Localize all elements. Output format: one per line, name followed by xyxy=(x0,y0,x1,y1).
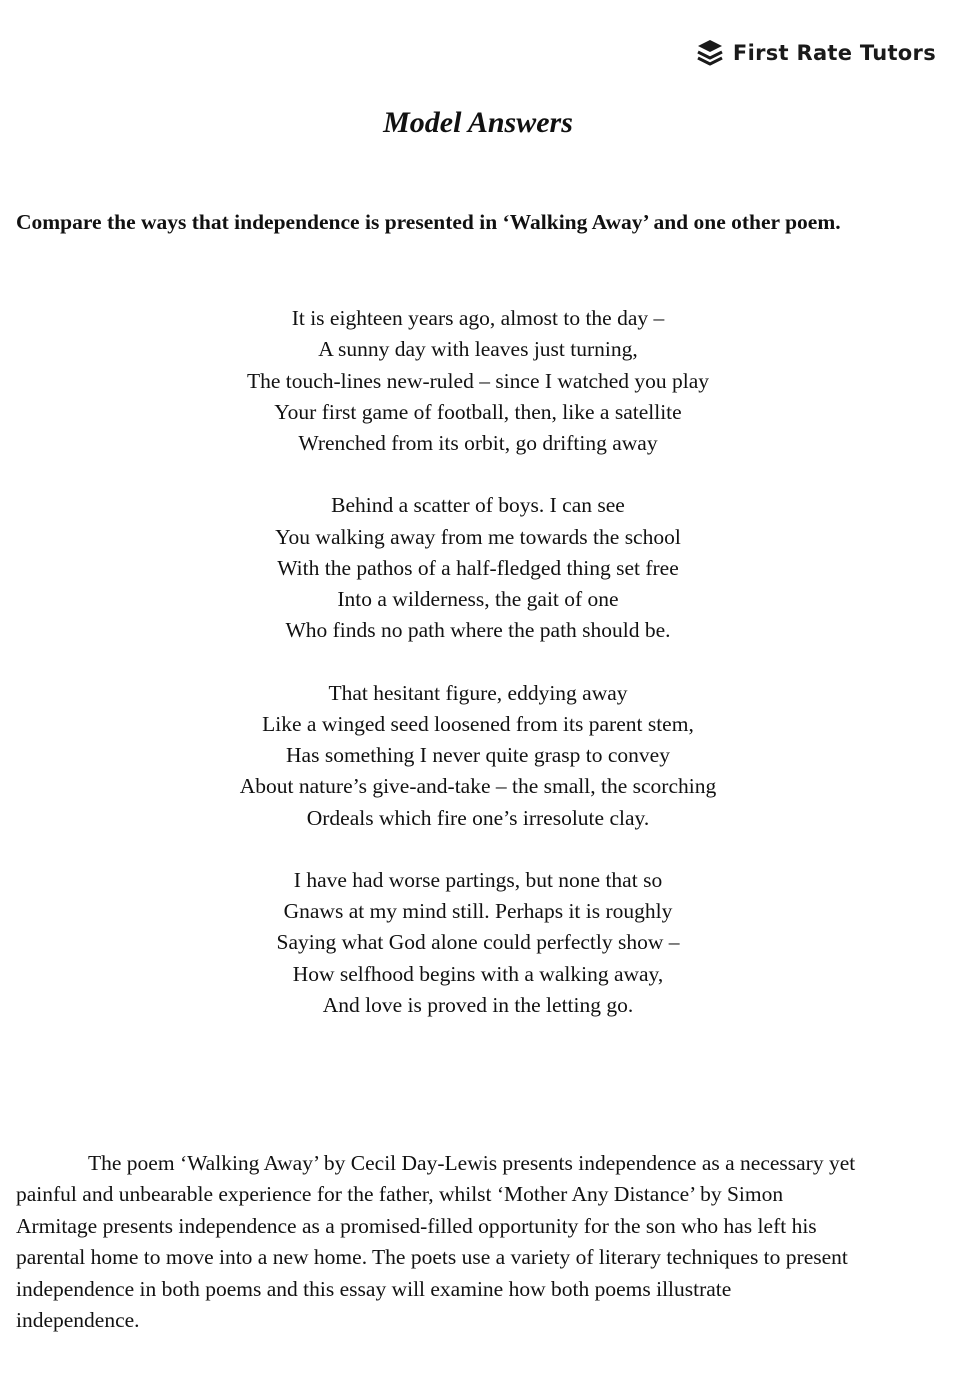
brand-logo xyxy=(695,38,936,68)
essay-line: independence in both poems and this essay will examine how both poems illustrate xyxy=(16,1276,732,1301)
essay-paragraph xyxy=(16,1148,940,1336)
poem-line: With the pathos of a half-fledged thing set free xyxy=(277,555,679,580)
poem-line: Your first game of football, then, like a satellite xyxy=(274,399,682,424)
essay-line: painful and unbearable experience for the father, whilst ‘Mother Any Distance’ by Simon xyxy=(16,1182,784,1207)
poem-line: A sunny day with leaves just turning, xyxy=(318,337,638,362)
poem-line: Saying what God alone could perfectly show – xyxy=(276,930,680,955)
poem xyxy=(0,303,956,1052)
essay-line: The poem ‘Walking Away’ by Cecil Day-Lewis presents independence as a necessary yet xyxy=(88,1151,856,1175)
poem-line: The touch-lines new-ruled – since I watched you play xyxy=(246,368,710,393)
poem-stanza xyxy=(0,490,956,646)
essay-question: Compare the ways that independence is presented in ‘Walking Away’ and one other poem. xyxy=(16,210,841,234)
logo-text: First Rate Tutors xyxy=(732,41,936,65)
poem-stanza xyxy=(0,678,956,834)
stacked-books-icon xyxy=(695,38,725,68)
essay-line: Armitage presents independence as a promised-filled opportunity for the son who has left his xyxy=(16,1213,817,1238)
poem-line: Ordeals which fire one’s irresolute clay. xyxy=(306,805,650,830)
poem-line: Into a wilderness, the gait of one xyxy=(337,587,619,611)
poem-line: And love is proved in the letting go. xyxy=(322,992,634,1017)
poem-line: You walking away from me towards the school xyxy=(275,524,681,549)
poem-stanza xyxy=(0,865,956,1021)
poem-line: Wrenched from its orbit, go drifting away xyxy=(298,431,658,455)
page-title: Model Answers xyxy=(383,106,573,139)
poem-line: I have had worse partings, but none that so xyxy=(293,867,663,892)
essay-line: parental home to move into a new home. The poets use a variety of literary techniques to present xyxy=(16,1245,848,1270)
poem-stanza xyxy=(0,303,956,459)
poem-line: Behind a scatter of boys. I can see xyxy=(331,493,625,518)
poem-line: That hesitant figure, eddying away xyxy=(328,680,628,705)
essay-line: independence. xyxy=(16,1308,140,1333)
poem-line: About nature’s give-and-take – the small, the scorching xyxy=(239,774,717,799)
poem-line: Has something I never quite grasp to convey xyxy=(286,743,670,767)
poem-line: Gnaws at my mind still. Perhaps it is roughly xyxy=(283,899,673,923)
poem-line: It is eighteen years ago, almost to the day – xyxy=(291,306,665,330)
poem-line: Who finds no path where the path should be. xyxy=(285,618,671,643)
poem-line: How selfhood begins with a walking away, xyxy=(292,961,664,986)
poem-line: Like a winged seed loosened from its parent stem, xyxy=(262,711,694,736)
